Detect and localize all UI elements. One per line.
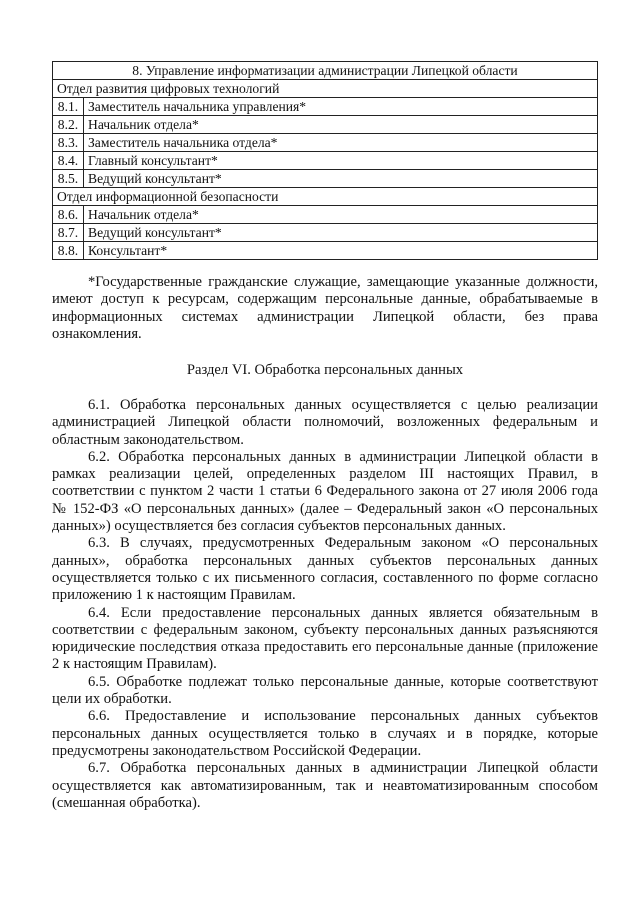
- group-header: Отдел развития цифровых технологий: [53, 80, 598, 98]
- table-row: [53, 242, 598, 260]
- table-row: [53, 206, 598, 224]
- row-position: Начальник отдела*: [84, 116, 598, 134]
- table-row: [53, 134, 598, 152]
- row-position: Ведущий консультант*: [84, 170, 598, 188]
- table-title: 8. Управление информатизации администрации Липецкой области: [53, 62, 598, 80]
- row-number: 8.2.: [53, 116, 84, 134]
- row-position: Заместитель начальника отдела*: [84, 134, 598, 152]
- row-position: Консультант*: [84, 242, 598, 260]
- table-row: [53, 170, 598, 188]
- section-paragraphs: [52, 397, 598, 812]
- table-row: [53, 152, 598, 170]
- row-position: Ведущий консультант*: [84, 224, 598, 242]
- group-header: Отдел информационной безопасности: [53, 188, 598, 206]
- row-position: Заместитель начальника управления*: [84, 98, 598, 116]
- paragraph-6-3: 6.3. В случаях, предусмотренных Федеральным законом «О персональных данных», обработка персональных данных субъектов персональных данных осуществляется только с их письменного согласия, составленного по форме согласно приложению 1 к настоящим Правилам.: [52, 535, 598, 604]
- section-heading-block: [52, 362, 598, 379]
- group-header-row: [53, 188, 598, 206]
- table-row: [53, 98, 598, 116]
- row-number: 8.8.: [53, 242, 84, 260]
- section-title: Раздел VI. Обработка персональных данных: [186, 362, 464, 378]
- row-number: 8.3.: [53, 134, 84, 152]
- paragraph-6-7: 6.7. Обработка персональных данных в администрации Липецкой области осуществляется как автоматизированным, так и неавтоматизированным способом (смешанная обработка).: [52, 760, 598, 811]
- footnote-text: *Государственные гражданские служащие, замещающие указанные должности, имеют доступ к ресурсам, содержащим персональные данные, обрабатываемые в информационных системах администрации Липецкой области, без права ознакомления.: [52, 274, 598, 342]
- row-position: Главный консультант*: [84, 152, 598, 170]
- positions-table: [52, 61, 598, 260]
- row-number: 8.7.: [53, 224, 84, 242]
- paragraph-6-5: 6.5. Обработке подлежат только персональные данные, которые соответствуют цели их обработки.: [52, 673, 598, 708]
- row-number: 8.4.: [53, 152, 84, 170]
- paragraph-6-2: 6.2. Обработка персональных данных в администрации Липецкой области в рамках реализации целей, определенных разделом III настоящих Правил, в соответствии с пунктом 2 части 1 статьи 6 Федерального закона от 27 июля 2006 года № 152-ФЗ «О персональных данных» (далее – Федеральный закон «О персональных данных») осуществляется без согласия субъектов персональных данных.: [52, 448, 598, 535]
- paragraph-6-6: 6.6. Предоставление и использование персональных данных субъектов персональных данных осуществляется только в случаях и в порядке, которые предусмотрены законодательством Российской Федерации.: [52, 708, 598, 759]
- paragraph-6-1: 6.1. Обработка персональных данных осуществляется с целью реализации администрацией Липецкой области полномочий, возложенных федеральным и областным законодательством.: [52, 397, 598, 448]
- footnote-block: [52, 274, 598, 343]
- table-title-row: [53, 62, 598, 80]
- row-number: 8.1.: [53, 98, 84, 116]
- paragraph-6-4: 6.4. Если предоставление персональных данных является обязательным в соответствии с федеральным законом, субъекту персональных данных разъясняются юридические последствия отказа предоставить его персональные данные (приложение 2 к настоящим Правилам).: [52, 604, 598, 673]
- table-row: [53, 224, 598, 242]
- group-header-row: [53, 80, 598, 98]
- row-number: 8.6.: [53, 206, 84, 224]
- row-position: Начальник отдела*: [84, 206, 598, 224]
- row-number: 8.5.: [53, 170, 84, 188]
- table-row: [53, 116, 598, 134]
